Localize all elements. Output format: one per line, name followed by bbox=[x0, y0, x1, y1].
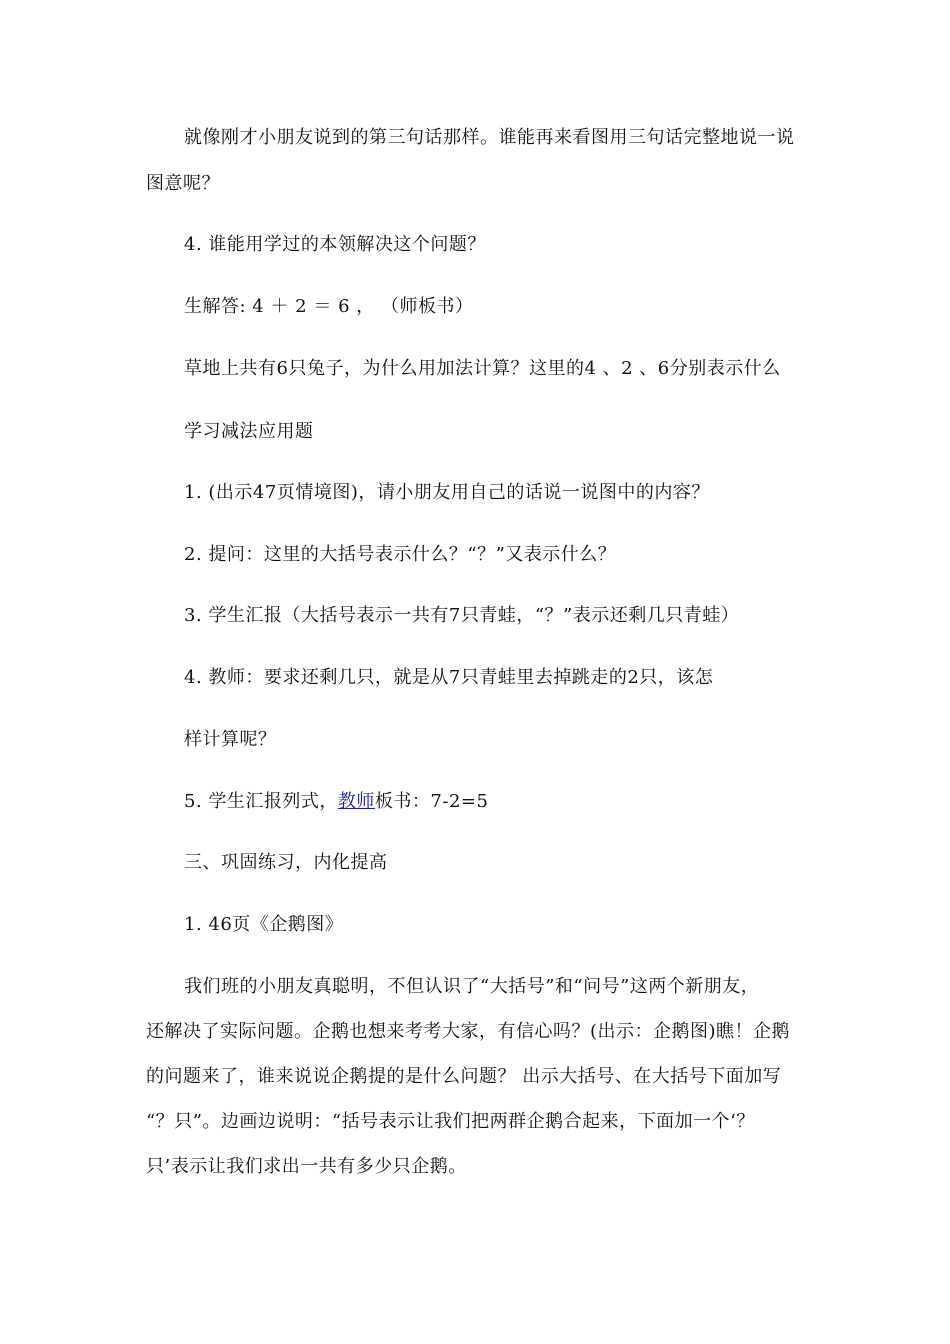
text-line: 样计算呢？ bbox=[184, 729, 277, 750]
paragraph-line: 只’表示让我们求出一共有多少只企鹅。 bbox=[146, 1156, 467, 1177]
text-line: 生解答: 4 ＋ 2 ＝ 6 ， （师板书） bbox=[184, 296, 474, 317]
text-line: 图意呢？ bbox=[146, 173, 220, 194]
text-line bbox=[184, 790, 488, 814]
text-line: 4. 谁能用学过的本领解决这个问题？ bbox=[184, 234, 486, 255]
text-line: 就像刚才小朋友说到的第三句话那样。谁能再来看图用三句话完整地说一说 bbox=[184, 127, 795, 148]
section-heading: 三、巩固练习，内化提高 bbox=[184, 852, 388, 873]
text-line: 3. 学生汇报（大括号表示一共有7只青蛙，“？”表示还剩几只青蛙） bbox=[184, 605, 740, 626]
paragraph-line: 我们班的小朋友真聪明，不但认识了“大括号”和“问号”这两个新朋友， bbox=[184, 976, 760, 997]
paragraph-line: “？只”。边画边说明：“括号表示让我们把两群企鹅合起来，下面加一个‘？ bbox=[146, 1111, 755, 1132]
line-prefix: 5. 学生汇报列式， bbox=[184, 791, 338, 812]
text-line: 4. 教师：要求还剩几只，就是从7只青蛙里去掉跳走的2只，该怎 bbox=[184, 667, 714, 688]
paragraph-line: 还解决了实际问题。企鹅也想来考考大家，有信心吗？(出示：企鹅图)瞧！企鹅 bbox=[146, 1021, 791, 1042]
teacher-link[interactable]: 教师 bbox=[337, 791, 375, 812]
text-line: 1. 46页《企鹅图》 bbox=[184, 914, 344, 935]
line-suffix: 板书：7-2=5 bbox=[374, 791, 489, 812]
section-heading: 学习减法应用题 bbox=[184, 421, 314, 442]
text-line: 2. 提问：这里的大括号表示什么？“？”又表示什么？ bbox=[184, 544, 617, 565]
text-line: 1. (出示47页情境图)，请小朋友用自己的话说一说图中的内容？ bbox=[184, 482, 710, 503]
paragraph-line: 的问题来了，谁来说说企鹅提的是什么问题？ 出示大括号、在大括号下面加写 bbox=[146, 1066, 782, 1087]
text-line: 草地上共有6只兔子，为什么用加法计算？这里的4 、2 、6分别表示什么 bbox=[184, 358, 781, 379]
